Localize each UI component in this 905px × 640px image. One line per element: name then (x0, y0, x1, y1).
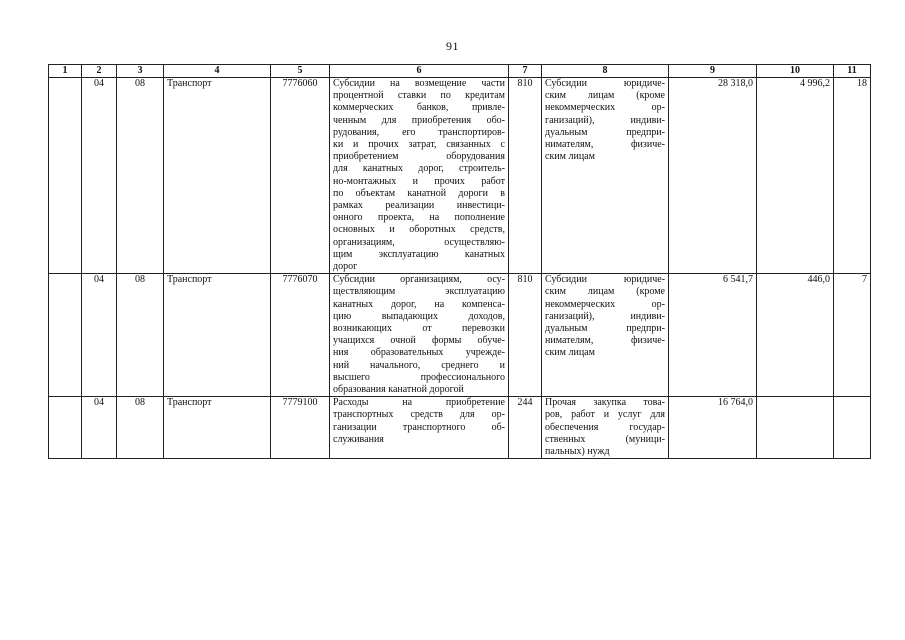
budget-table (48, 64, 871, 459)
description-line: высшего профессионального (333, 371, 505, 383)
column-header-6: 6 (330, 65, 509, 78)
column-header-1: 1 (49, 65, 82, 78)
description-line: возникающих от перевозки (333, 323, 505, 335)
expense-type-line: нимателям, физиче- (545, 139, 665, 151)
description-line: образования канатной дорогой (333, 384, 464, 396)
column-header-8: 8 (542, 65, 669, 78)
count-cell: 7 (834, 274, 871, 397)
expense-type-name-cell (542, 274, 669, 397)
expense-type-line: ров, работ и услуг для (545, 409, 665, 421)
expense-type-line: ганизаций), индиви- (545, 310, 665, 322)
expense-type-line: некоммерческих ор- (545, 102, 665, 114)
expense-description-cell (330, 274, 509, 397)
cell-col1 (49, 274, 82, 397)
table-row (49, 78, 871, 274)
section-code-cell: 04 (82, 274, 117, 397)
description-line: рудования, его транспортиров- (333, 126, 505, 138)
expense-type-line: ганизаций), индиви- (545, 114, 665, 126)
description-line: ки и прочих затрат, связанных с (333, 139, 505, 151)
expense-type-code-cell: 810 (509, 274, 542, 397)
expense-type-line: Прочая закупка това- (545, 397, 665, 409)
description-line: рамках реализации инвестици- (333, 200, 505, 212)
column-header-4: 4 (164, 65, 271, 78)
section-name-cell: Транспорт (164, 274, 271, 397)
description-line: учащихся очной формы обуче- (333, 335, 505, 347)
column-header-11: 11 (834, 65, 871, 78)
expense-description-cell (330, 78, 509, 274)
expense-type-line: ским лицам (кроме (545, 90, 665, 102)
target-article-cell: 7776070 (271, 274, 330, 397)
section-name-cell: Транспорт (164, 397, 271, 459)
expense-type-line: ственных (муници- (545, 433, 665, 445)
description-line: ществляющим эксплуатацию (333, 286, 505, 298)
amount-secondary-cell: 4 996,2 (757, 78, 834, 274)
description-line: Субсидии на возмещение части (333, 78, 505, 89)
expense-type-line: нимателям, физиче- (545, 335, 665, 347)
column-header-2: 2 (82, 65, 117, 78)
description-line: приобретением оборудования (333, 151, 505, 163)
subsection-code-cell: 08 (117, 274, 164, 397)
cell-col1 (49, 78, 82, 274)
expense-type-code-cell: 810 (509, 78, 542, 274)
description-line: канатных дорог, на компенса- (333, 298, 505, 310)
description-line: служивания (333, 433, 384, 445)
amount-cell: 28 318,0 (669, 78, 757, 274)
table-row (49, 397, 871, 459)
expense-type-line: ским лицам (545, 151, 595, 163)
description-line: цию выпадающих доходов, (333, 310, 505, 322)
amount-secondary-cell (757, 397, 834, 459)
expense-type-name-cell (542, 397, 669, 459)
description-line: для канатных дорог, строитель- (333, 163, 505, 175)
description-line: транспортных средств для ор- (333, 409, 505, 421)
amount-cell: 16 764,0 (669, 397, 757, 459)
description-line: процентной ставки по кредитам (333, 90, 505, 102)
section-code-cell: 04 (82, 78, 117, 274)
table-body (49, 78, 871, 459)
section-name-cell: Транспорт (164, 78, 271, 274)
expense-type-name-cell (542, 78, 669, 274)
description-line: по объектам канатной дороги в (333, 187, 505, 199)
target-article-cell: 7776060 (271, 78, 330, 274)
description-line: дорог (333, 261, 358, 273)
count-cell (834, 397, 871, 459)
target-article-cell: 7779100 (271, 397, 330, 459)
description-line: ний начального, среднего и (333, 359, 505, 371)
table-row (49, 274, 871, 397)
subsection-code-cell: 08 (117, 397, 164, 459)
count-cell: 18 (834, 78, 871, 274)
expense-type-line: Субсидии юридиче- (545, 78, 665, 89)
table-header-row (49, 65, 871, 78)
expense-type-line: Субсидии юридиче- (545, 274, 665, 286)
expense-type-line: пальных) нужд (545, 446, 610, 458)
expense-type-line: дуальным предпри- (545, 323, 665, 335)
description-line: щим эксплуатацию канатных (333, 248, 505, 260)
expense-type-line: ским лицам (кроме (545, 286, 665, 298)
description-line: Расходы на приобретение (333, 397, 505, 409)
cell-col1 (49, 397, 82, 459)
expense-type-code-cell: 244 (509, 397, 542, 459)
column-header-9: 9 (669, 65, 757, 78)
subsection-code-cell: 08 (117, 78, 164, 274)
column-header-3: 3 (117, 65, 164, 78)
description-line: онного проекта, на пополнение (333, 212, 505, 224)
section-code-cell: 04 (82, 397, 117, 459)
expense-description-cell (330, 397, 509, 459)
description-line: Субсидии организациям, осу- (333, 274, 505, 286)
expense-type-line: дуальным предпри- (545, 126, 665, 138)
amount-secondary-cell: 446,0 (757, 274, 834, 397)
expense-type-line: ским лицам (545, 347, 595, 359)
description-line: коммерческих банков, привле- (333, 102, 505, 114)
column-header-5: 5 (271, 65, 330, 78)
column-header-10: 10 (757, 65, 834, 78)
description-line: организациям, осуществляю- (333, 236, 505, 248)
description-line: ния образовательных учрежде- (333, 347, 505, 359)
page-number: 91 (446, 39, 459, 53)
description-line: ганизации транспортного об- (333, 421, 505, 433)
expense-type-line: обеспечения государ- (545, 421, 665, 433)
description-line: ченным для приобретения обо- (333, 114, 505, 126)
description-line: основных и оборотных средств, (333, 224, 505, 236)
column-header-7: 7 (509, 65, 542, 78)
description-line: но-монтажных и прочих работ (333, 175, 505, 187)
amount-cell: 6 541,7 (669, 274, 757, 397)
expense-type-line: некоммерческих ор- (545, 298, 665, 310)
